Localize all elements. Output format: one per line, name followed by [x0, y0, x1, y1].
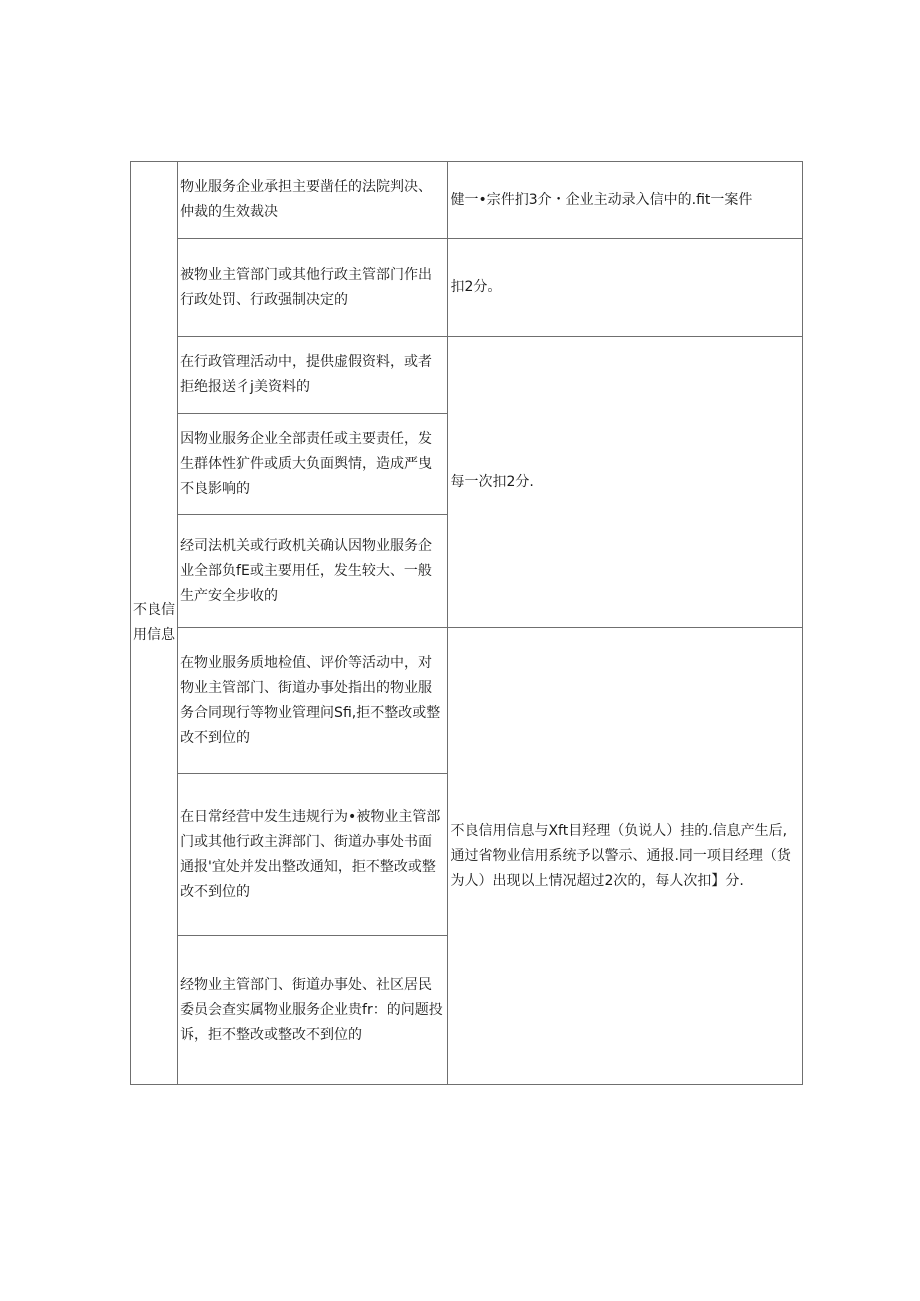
rule-cell-part1: 健一•宗件扪3介・企业主动录入信中的.fit一案件 [448, 162, 803, 239]
item-cell: 被物业主管部门或其他行政主管部门作出行政处罚、行政强制决定的 [178, 239, 448, 337]
credit-deduction-table [130, 161, 803, 1085]
rule-cell-part2: 扣2分。 [448, 239, 803, 337]
category-cell: 不良信用信息 [131, 162, 178, 1085]
table-row [131, 162, 803, 239]
item-cell: 经司法机关或行政机关确认因物业服务企业全部负fE或主要用任，发生较大、一般生产安全步收的 [178, 515, 448, 628]
item-cell: 因物业服务企业全部责任或主要责任，发生群体性犷件或质大负面舆情，造成严曳不良影响的 [178, 414, 448, 515]
item-cell: 在日常经营中发生违规行为•被物业主管部门或其他行政主湃部门、街道办事处书面通报'宜处并发出整改通知，拒不整改或整改不到位的 [178, 774, 448, 936]
table-row [131, 239, 803, 337]
item-cell: 物业服务企业承担主要凿任的法院判决、仲裁的生效裁决 [178, 162, 448, 239]
table-row [131, 628, 803, 774]
item-cell: 在物业服务质地检值、评价等活动中，对物业主管部门、街道办事处指出的物业服务合同现行等物业管理问Sfi,拒不整改或整改不到位的 [178, 628, 448, 774]
item-cell: 在行政管理活动中，提供虚假资料，或者拒绝报送彳j美资料的 [178, 337, 448, 414]
rule-cell: 不良信用信息与Xft目羟理（负说人）挂的.信息产生后,通过省物业信用系统予以警示、通报.同一项目经理（货为人）出现以上情况超过2次的，每人次扣】分. [448, 628, 803, 1085]
item-cell: 经物业主管部门、街道办事处、社区居民委员会查实属物业服务企业贵fr：的问题投诉，拒不整改或整改不到位的 [178, 936, 448, 1085]
table-row [131, 337, 803, 414]
rule-cell: 每一次扣2分. [448, 337, 803, 628]
